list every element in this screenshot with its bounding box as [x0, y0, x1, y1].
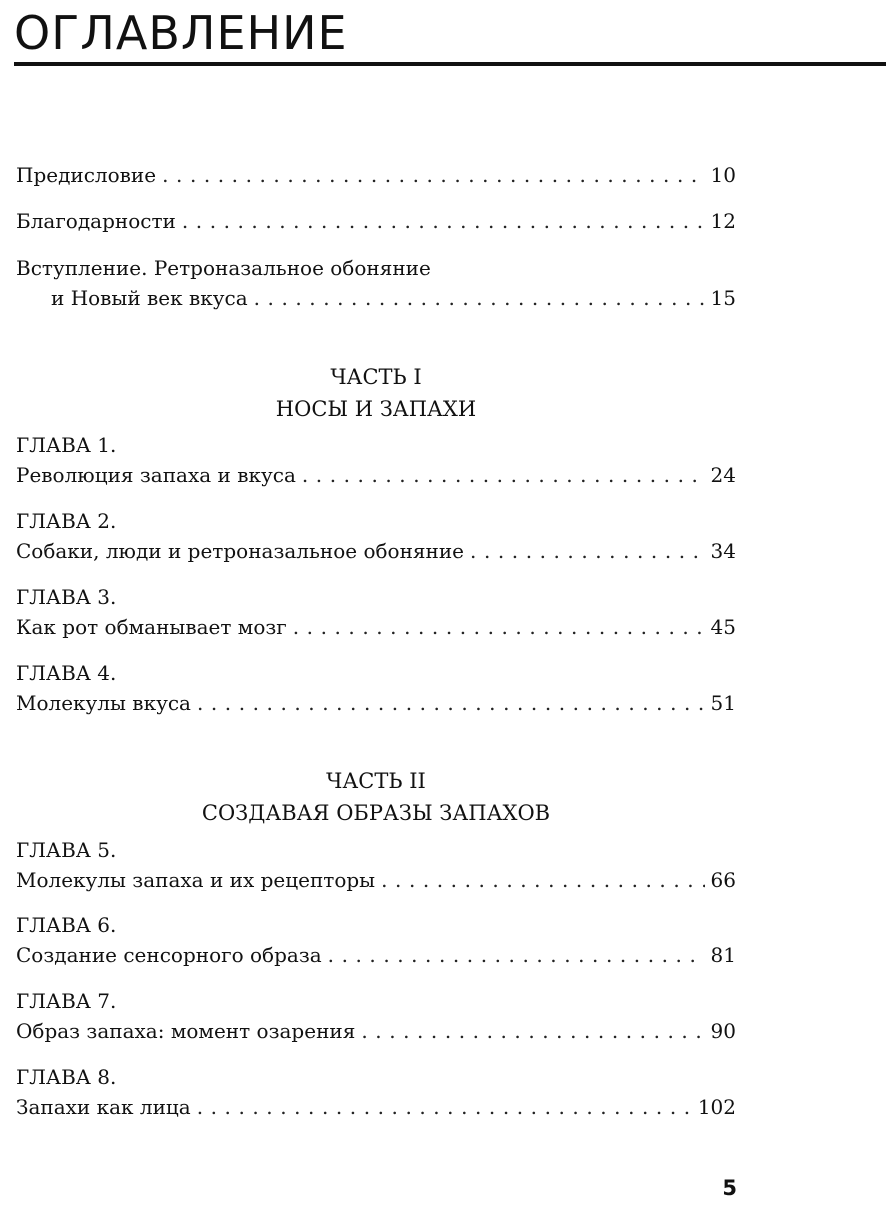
toc-entry-introduction[interactable]	[16, 256, 736, 316]
chapter-number: ГЛАВА 4.	[16, 661, 117, 685]
chapter-number: ГЛАВА 2.	[16, 509, 117, 533]
toc-entry-chapter[interactable]	[16, 433, 736, 493]
entry-page: 102	[697, 1095, 736, 1119]
dot-leader	[162, 163, 704, 187]
part-number: ЧАСТЬ I	[330, 365, 422, 389]
entry-page: 24	[710, 463, 736, 487]
dot-leader	[197, 691, 705, 715]
page-number: 5	[722, 1176, 737, 1200]
dot-leader	[470, 539, 705, 563]
part-number: ЧАСТЬ II	[326, 769, 426, 793]
entry-label: Молекулы запаха и их рецепторы	[16, 868, 376, 892]
dot-leader	[361, 1019, 704, 1043]
toc-entry-preface[interactable]	[16, 163, 736, 193]
entry-label: Образ запаха: момент озарения	[16, 1019, 356, 1043]
page-title: ОГЛАВЛЕНИЕ	[14, 6, 348, 60]
entry-page: 66	[710, 868, 736, 892]
entry-label: Как рот обманывает мозг	[16, 615, 287, 639]
entry-label-line1: Вступление. Ретроназальное обоняние	[16, 256, 431, 280]
entry-page: 81	[710, 943, 736, 967]
toc-entry-chapter[interactable]	[16, 509, 736, 569]
toc-entry-chapter[interactable]	[16, 585, 736, 645]
entry-label: Молекулы вкуса	[16, 691, 191, 715]
chapter-number: ГЛАВА 3.	[16, 585, 117, 609]
chapter-number: ГЛАВА 8.	[16, 1065, 117, 1089]
entry-page: 34	[710, 539, 736, 563]
chapter-number: ГЛАВА 6.	[16, 913, 117, 937]
toc-entry-chapter[interactable]	[16, 913, 736, 973]
entry-label: Запахи как лица	[16, 1095, 191, 1119]
part-title: НОСЫ И ЗАПАХИ	[275, 397, 477, 421]
dot-leader	[302, 463, 705, 487]
entry-label: Собаки, люди и ретроназальное обоняние	[16, 539, 465, 563]
entry-label: Благодарности	[16, 209, 176, 233]
entry-page: 90	[710, 1019, 736, 1043]
chapter-number: ГЛАВА 5.	[16, 838, 117, 862]
chapter-number: ГЛАВА 7.	[16, 989, 117, 1013]
entry-page: 45	[710, 615, 736, 639]
entry-page: 12	[710, 209, 736, 233]
chapter-number: ГЛАВА 1.	[16, 433, 117, 457]
entry-label: Предисловие	[16, 163, 157, 187]
dot-leader	[182, 209, 705, 233]
toc-entry-chapter[interactable]	[16, 661, 736, 721]
part-title: СОЗДАВАЯ ОБРАЗЫ ЗАПАХОВ	[201, 801, 551, 825]
entry-page: 51	[710, 691, 736, 715]
dot-leader	[381, 868, 704, 892]
part-heading	[16, 361, 736, 425]
entry-label: Революция запаха и вкуса	[16, 463, 296, 487]
dot-leader	[197, 1095, 692, 1119]
dot-leader	[328, 943, 705, 967]
entry-label-line2: и Новый век вкуса	[51, 286, 248, 310]
dot-leader	[254, 286, 705, 310]
entry-label: Создание сенсорного образа	[16, 943, 322, 967]
entry-page: 10	[710, 163, 736, 187]
dot-leader	[293, 615, 705, 639]
toc-entry-chapter[interactable]	[16, 1065, 736, 1125]
title-rule	[14, 62, 886, 66]
toc-entry-chapter[interactable]	[16, 989, 736, 1049]
part-heading	[16, 765, 736, 829]
toc-entry-chapter[interactable]	[16, 838, 736, 898]
entry-page: 15	[710, 286, 736, 310]
toc-entry-acknowledgements[interactable]	[16, 209, 736, 239]
